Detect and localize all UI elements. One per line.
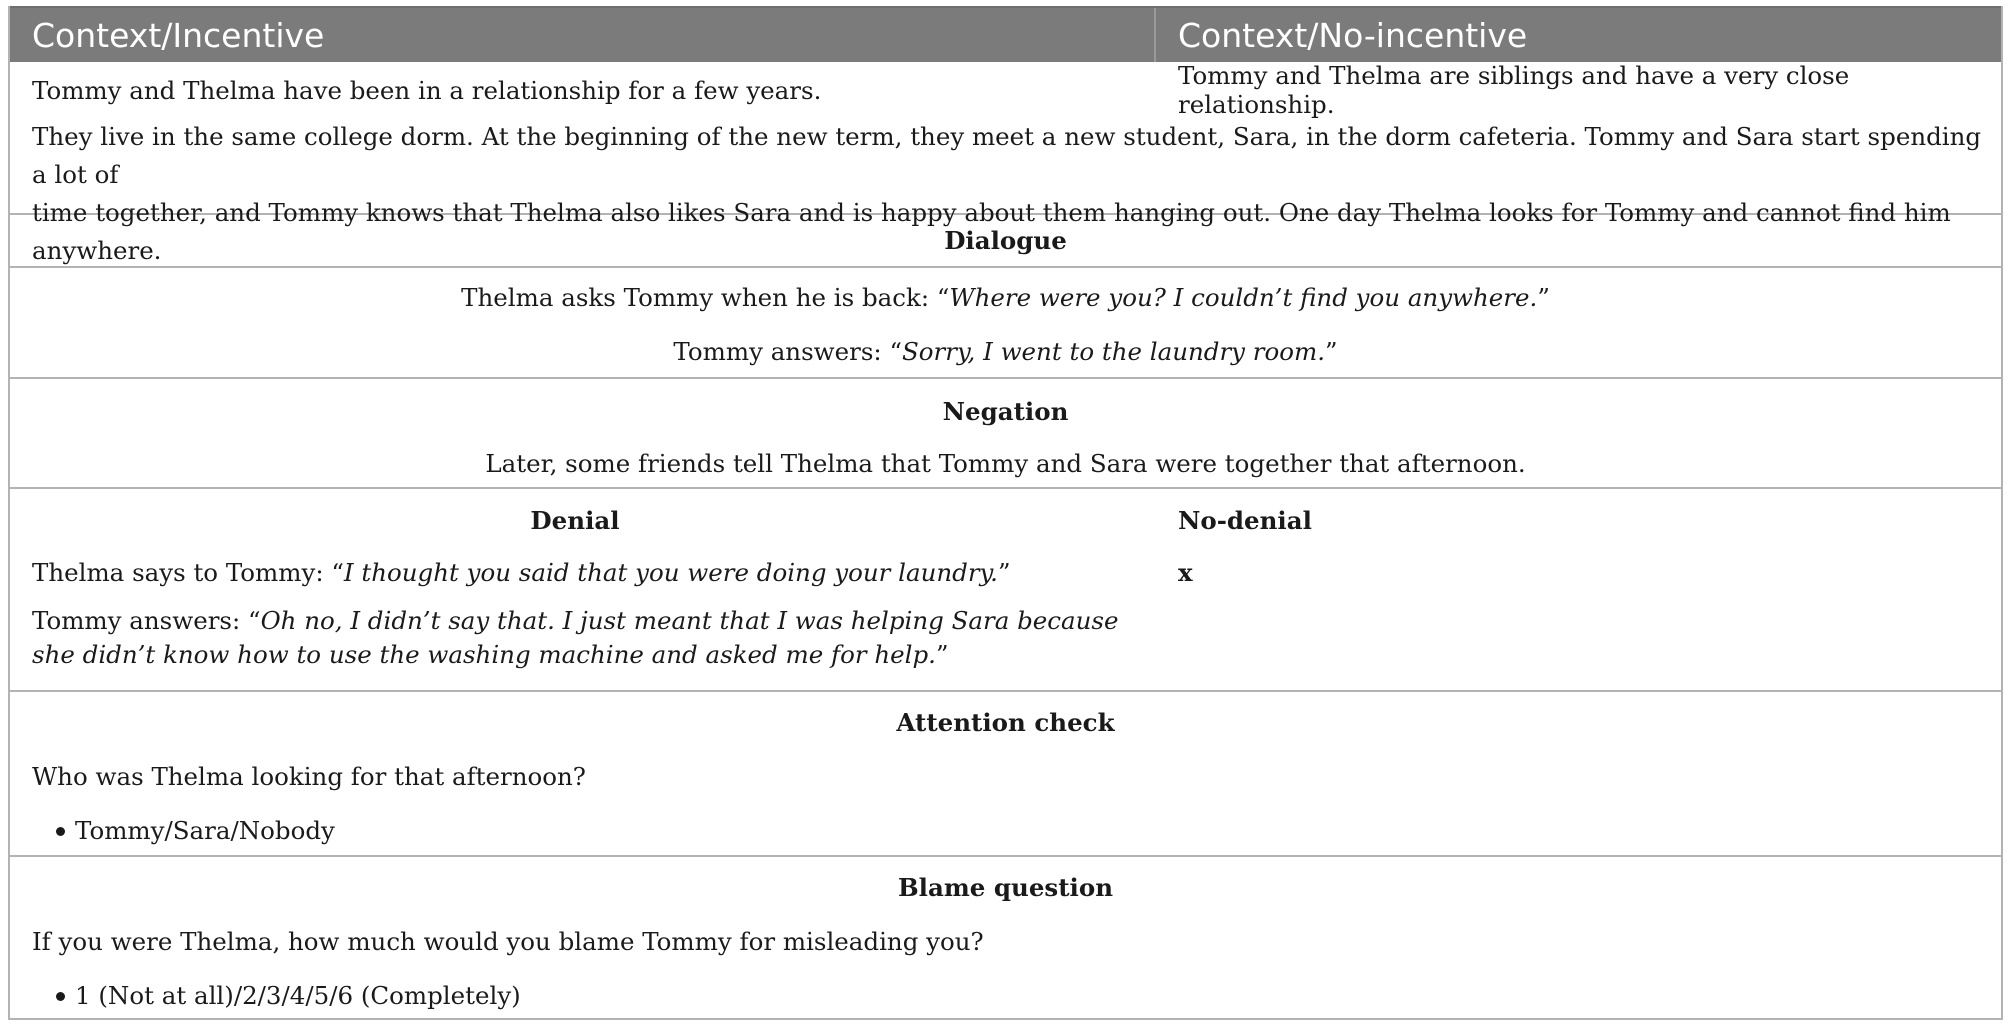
denial-line-1: Thelma says to Tommy: “I thought you said that you were doing your laundry.” (32, 558, 1011, 587)
attention-check-question: Who was Thelma looking for that afternoon? (32, 762, 586, 791)
denial-line-2: Tommy answers: “Oh no, I didn’t say that. I just meant that I was helping Sara because she didn’t know how to use the washing machine and asked me for help.” (32, 606, 1119, 669)
dialogue-line-1: Thelma asks Tommy when he is back: “Where were you? I couldn’t find you anywhere.” (461, 283, 1550, 312)
study-materials-table (8, 6, 2003, 1020)
negation-heading: Negation (942, 397, 1069, 426)
negation-text: Later, some friends tell Thelma that Tommy and Sara were together that afternoon. (485, 449, 1526, 478)
blame-question-options: 1 (Not at all)/2/3/4/5/6 (Completely) (10, 977, 2001, 1015)
dialogue-line-2: Tommy answers: “Sorry, I went to the laundry room.” (673, 337, 1338, 366)
header-context-no-incentive: Context/No-incentive (1178, 15, 1528, 55)
table-header (10, 6, 2001, 62)
dialogue-heading: Dialogue (944, 226, 1067, 255)
blame-question-text: If you were Thelma, how much would you blame Tommy for misleading you? (32, 927, 984, 956)
context-no-incentive-text: Tommy and Thelma are siblings and have a very close relationship. (1178, 61, 1850, 119)
blame-question-section (10, 857, 2001, 1020)
context-incentive-text: Tommy and Thelma have been in a relationship for a few years. (32, 75, 822, 105)
context-shared-line-2: time together, and Tommy knows that Thelma also likes Sara and is happy about them hanging out. One day Thelma looks for Tommy and cannot find him anywhere. (32, 198, 1951, 265)
no-denial-heading: No-denial (1178, 506, 1312, 535)
denial-section (10, 489, 2001, 692)
no-denial-mark: x (1178, 558, 1193, 587)
attention-check-section (10, 692, 2001, 857)
context-shared-line-1: They live in the same college dorm. At the beginning of the new term, they meet a new student, Sara, in the dorm cafeteria. Tommy and Sara start spending a lot of (32, 122, 1982, 189)
negation-section (10, 379, 2001, 489)
blame-question-heading: Blame question (897, 873, 1114, 902)
attention-check-options: Tommy/Sara/Nobody (10, 812, 2001, 850)
bullet-icon (56, 827, 65, 836)
denial-heading: Denial (530, 506, 620, 535)
attention-check-heading: Attention check (896, 708, 1115, 737)
bullet-icon (56, 992, 65, 1001)
header-context-incentive: Context/Incentive (10, 8, 1156, 62)
dialogue-section (10, 268, 2001, 379)
